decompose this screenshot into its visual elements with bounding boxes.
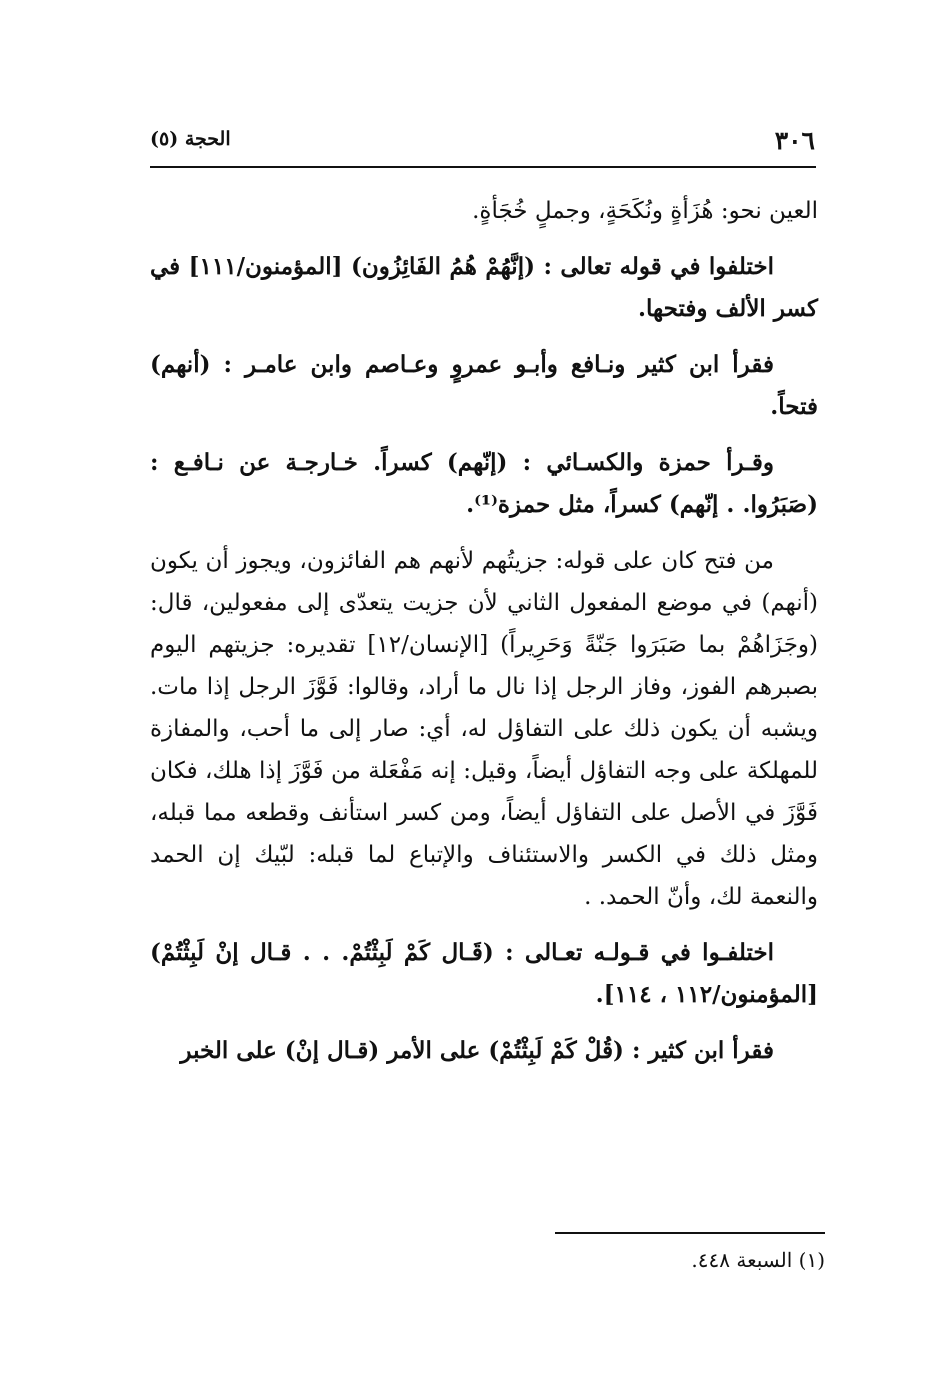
paragraph-question-heading: اختلفوا في قوله تعالى : (إنَّهُمْ هُمُ الفَائِزُون) [المؤمنون/١١١] في كسر الألف وفتحها. [150, 253, 818, 322]
header-rule [150, 166, 816, 168]
main-text [150, 190, 818, 1086]
paragraph-continuation: العين نحو: هُزَأةٍ ونُكَحَةٍ، وجملٍ خُجَأةٍ. [472, 198, 818, 224]
paragraph-reading-kasra: وقـرأ حمزة والكسـائي : (إنّهم) كسراً. خـارجـة عن نـافـع : (صَبَرُوا. . إنّهم) كسراً، مثل حمزة⁽¹⁾. [150, 449, 818, 518]
paragraph-reading-ibn-kathir: فقرأ ابن كثير : (قُلْ كَمْ لَبِثْتُمْ) على الأمر (قـال إنْ) على الخبر [180, 1037, 774, 1064]
paragraph-question-heading-2: اختلفـوا في قـولـه تعـالى : (قَـال كَمْ لَبِثْتُمْ. . . قـال إنْ لَبِثْتُمْ) [المؤمنون/١١٢ ، ١١٤]. [150, 939, 818, 1008]
page-header [150, 126, 815, 162]
page-number: ٣٠٦ [774, 126, 815, 155]
footnote-rule [555, 1232, 825, 1234]
running-title: الحجة (٥) [150, 128, 231, 150]
footnote: (١) السبعة ٤٤٨. [691, 1248, 825, 1272]
paragraph-reading-fatha: فقرأ ابن كثير ونـافع وأبـو عمروٍ وعـاصم وابن عامـر : (أنهم) فتحاً. [150, 351, 818, 420]
paragraph-explanation: من فتح كان على قوله: جزيتُهم لأنهم هم الفائزون، ويجوز أن يكون (أنهم) في موضع المفعول الثاني لأن جزيت يتعدّى إلى مفعولين، قال: (وجَزَاهُمْ بما صَبَرَوا جَنّةً وَحَرِيراً) [الإنسان/١٢] تقديره: جزيتهم اليوم بصبرهم الفوز، وفاز الرجل إذا نال ما أراد، وقالوا: فَوَّزَ الرجل إذا مات. ويشبه أن يكون ذلك على التفاؤل له، أي: صار إلى ما أحب، والمفازة للمهلكة على وجه التفاؤل أيضاً، وقيل: إنه مَفْعَلة من فَوَّزَ إذا هلك، فكان فَوَّزَ في الأصل على التفاؤل أيضاً، ومن كسر استأنف وقطعه مما قبله، ومثل ذلك في الكسر والاستئناف والإتباع لما قبله: لبّيك إن الحمد والنعمة لك، وأنّ الحمد. . [150, 548, 818, 910]
